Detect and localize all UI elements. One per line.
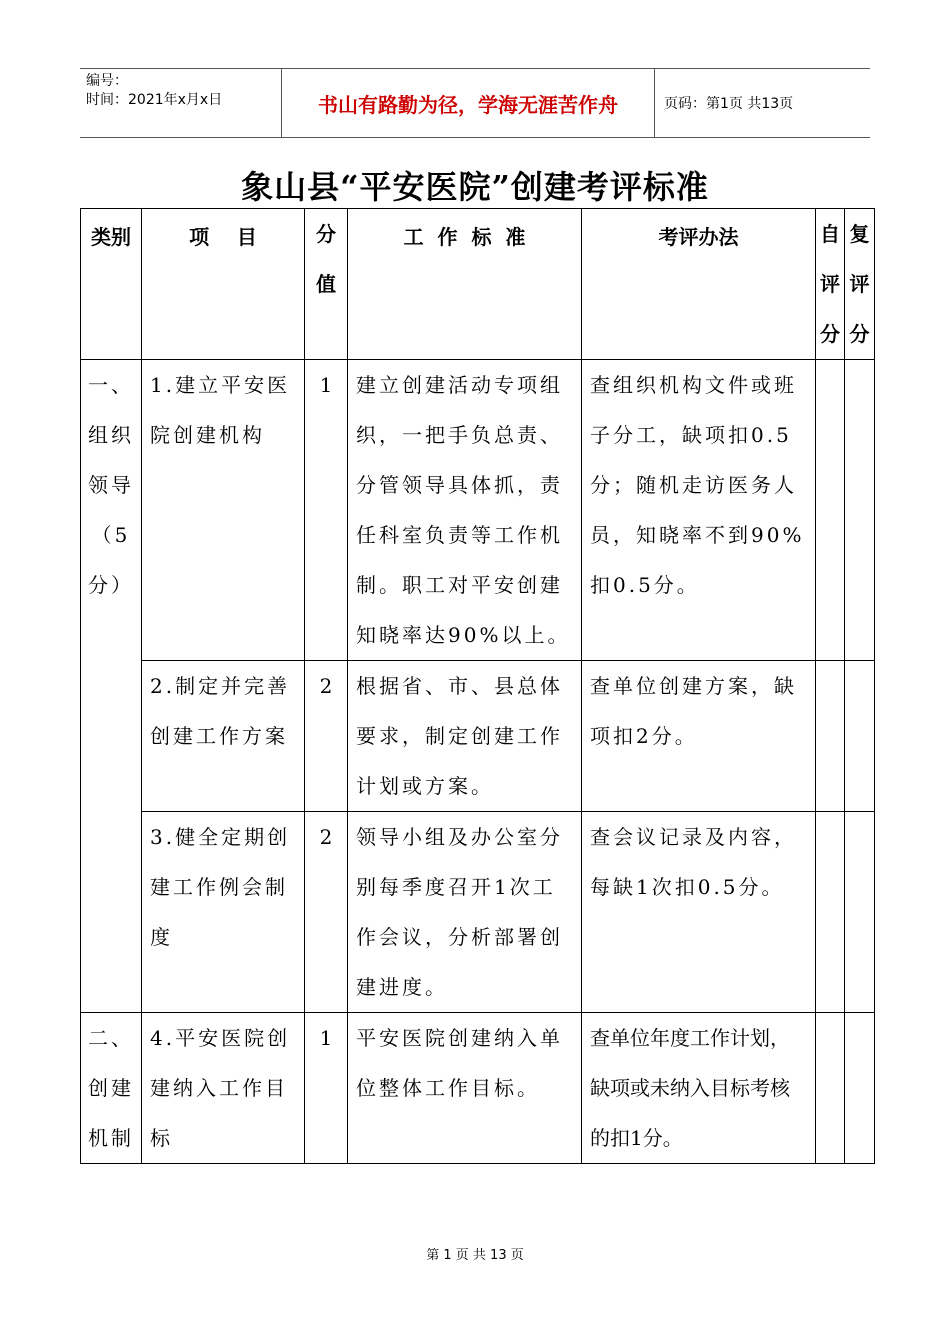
item-cell: 4.平安医院创建纳入工作目标 xyxy=(142,1013,305,1164)
header-category: 类别 xyxy=(81,209,142,360)
method-cell: 查单位年度工作计划，缺项或未纳入目标考核的扣1分。 xyxy=(582,1013,816,1164)
header-self-score: 自评分 xyxy=(816,209,845,360)
section-category: 二、创建机制 xyxy=(81,1013,142,1164)
standard-cell: 领导小组及办公室分别每季度召开1次工作会议，分析部署创建进度。 xyxy=(348,812,582,1013)
doc-number-label: 编号： xyxy=(86,73,128,89)
header-page-label: 页码：第1页 共13页 xyxy=(664,96,794,112)
self-score-cell[interactable] xyxy=(816,661,845,812)
standard-cell: 建立创建活动专项组织，一把手负总责、分管领导具体抓，责任科室负责等工作机制。职工对平安创建知晓率达90%以上。 xyxy=(348,360,582,661)
score-cell: 2 xyxy=(305,812,348,1013)
method-cell: 查会议记录及内容，每缺1次扣0.5分。 xyxy=(582,812,816,1013)
score-cell: 1 xyxy=(305,360,348,661)
self-score-cell[interactable] xyxy=(816,1013,845,1164)
item-cell: 2.制定并完善创建工作方案 xyxy=(142,661,305,812)
standard-cell: 根据省、市、县总体要求，制定创建工作计划或方案。 xyxy=(348,661,582,812)
table-row xyxy=(81,360,875,661)
review-score-cell[interactable] xyxy=(845,812,875,1013)
method-cell: 查单位创建方案，缺项扣2分。 xyxy=(582,661,816,812)
document-header xyxy=(80,68,870,138)
table-row xyxy=(81,1013,875,1164)
review-score-cell[interactable] xyxy=(845,360,875,661)
item-cell: 1.建立平安医院创建机构 xyxy=(142,360,305,661)
section-category: 一、组织领导（5分） xyxy=(81,360,142,1013)
score-cell: 2 xyxy=(305,661,348,812)
standard-cell: 平安医院创建纳入单位整体工作目标。 xyxy=(348,1013,582,1164)
page-footer: 第 1 页 共 13 页 xyxy=(426,1248,524,1263)
table-row xyxy=(81,812,875,1013)
evaluation-table xyxy=(80,208,875,1164)
self-score-cell[interactable] xyxy=(816,360,845,661)
header-method: 考评办法 xyxy=(582,209,816,360)
header-motto: 书山有路勤为径，学海无涯苦作舟 xyxy=(282,69,655,137)
table-row xyxy=(81,661,875,812)
document-title: 象山县“平安医院”创建考评标准 xyxy=(241,168,709,206)
item-cell: 3.健全定期创建工作例会制度 xyxy=(142,812,305,1013)
header-review-score: 复评分 xyxy=(845,209,875,360)
doc-time-label: 时间：2021年x月x日 xyxy=(86,92,223,108)
self-score-cell[interactable] xyxy=(816,812,845,1013)
header-standard: 工 作 标 准 xyxy=(348,209,582,360)
score-cell: 1 xyxy=(305,1013,348,1164)
header-meta xyxy=(80,69,282,137)
table-header-row xyxy=(81,209,875,360)
method-cell: 查组织机构文件或班子分工，缺项扣0.5分；随机走访医务人员，知晓率不到90%扣0.5分。 xyxy=(582,360,816,661)
review-score-cell[interactable] xyxy=(845,1013,875,1164)
header-score: 分值 xyxy=(305,209,348,360)
review-score-cell[interactable] xyxy=(845,661,875,812)
header-item: 项 目 xyxy=(142,209,305,360)
